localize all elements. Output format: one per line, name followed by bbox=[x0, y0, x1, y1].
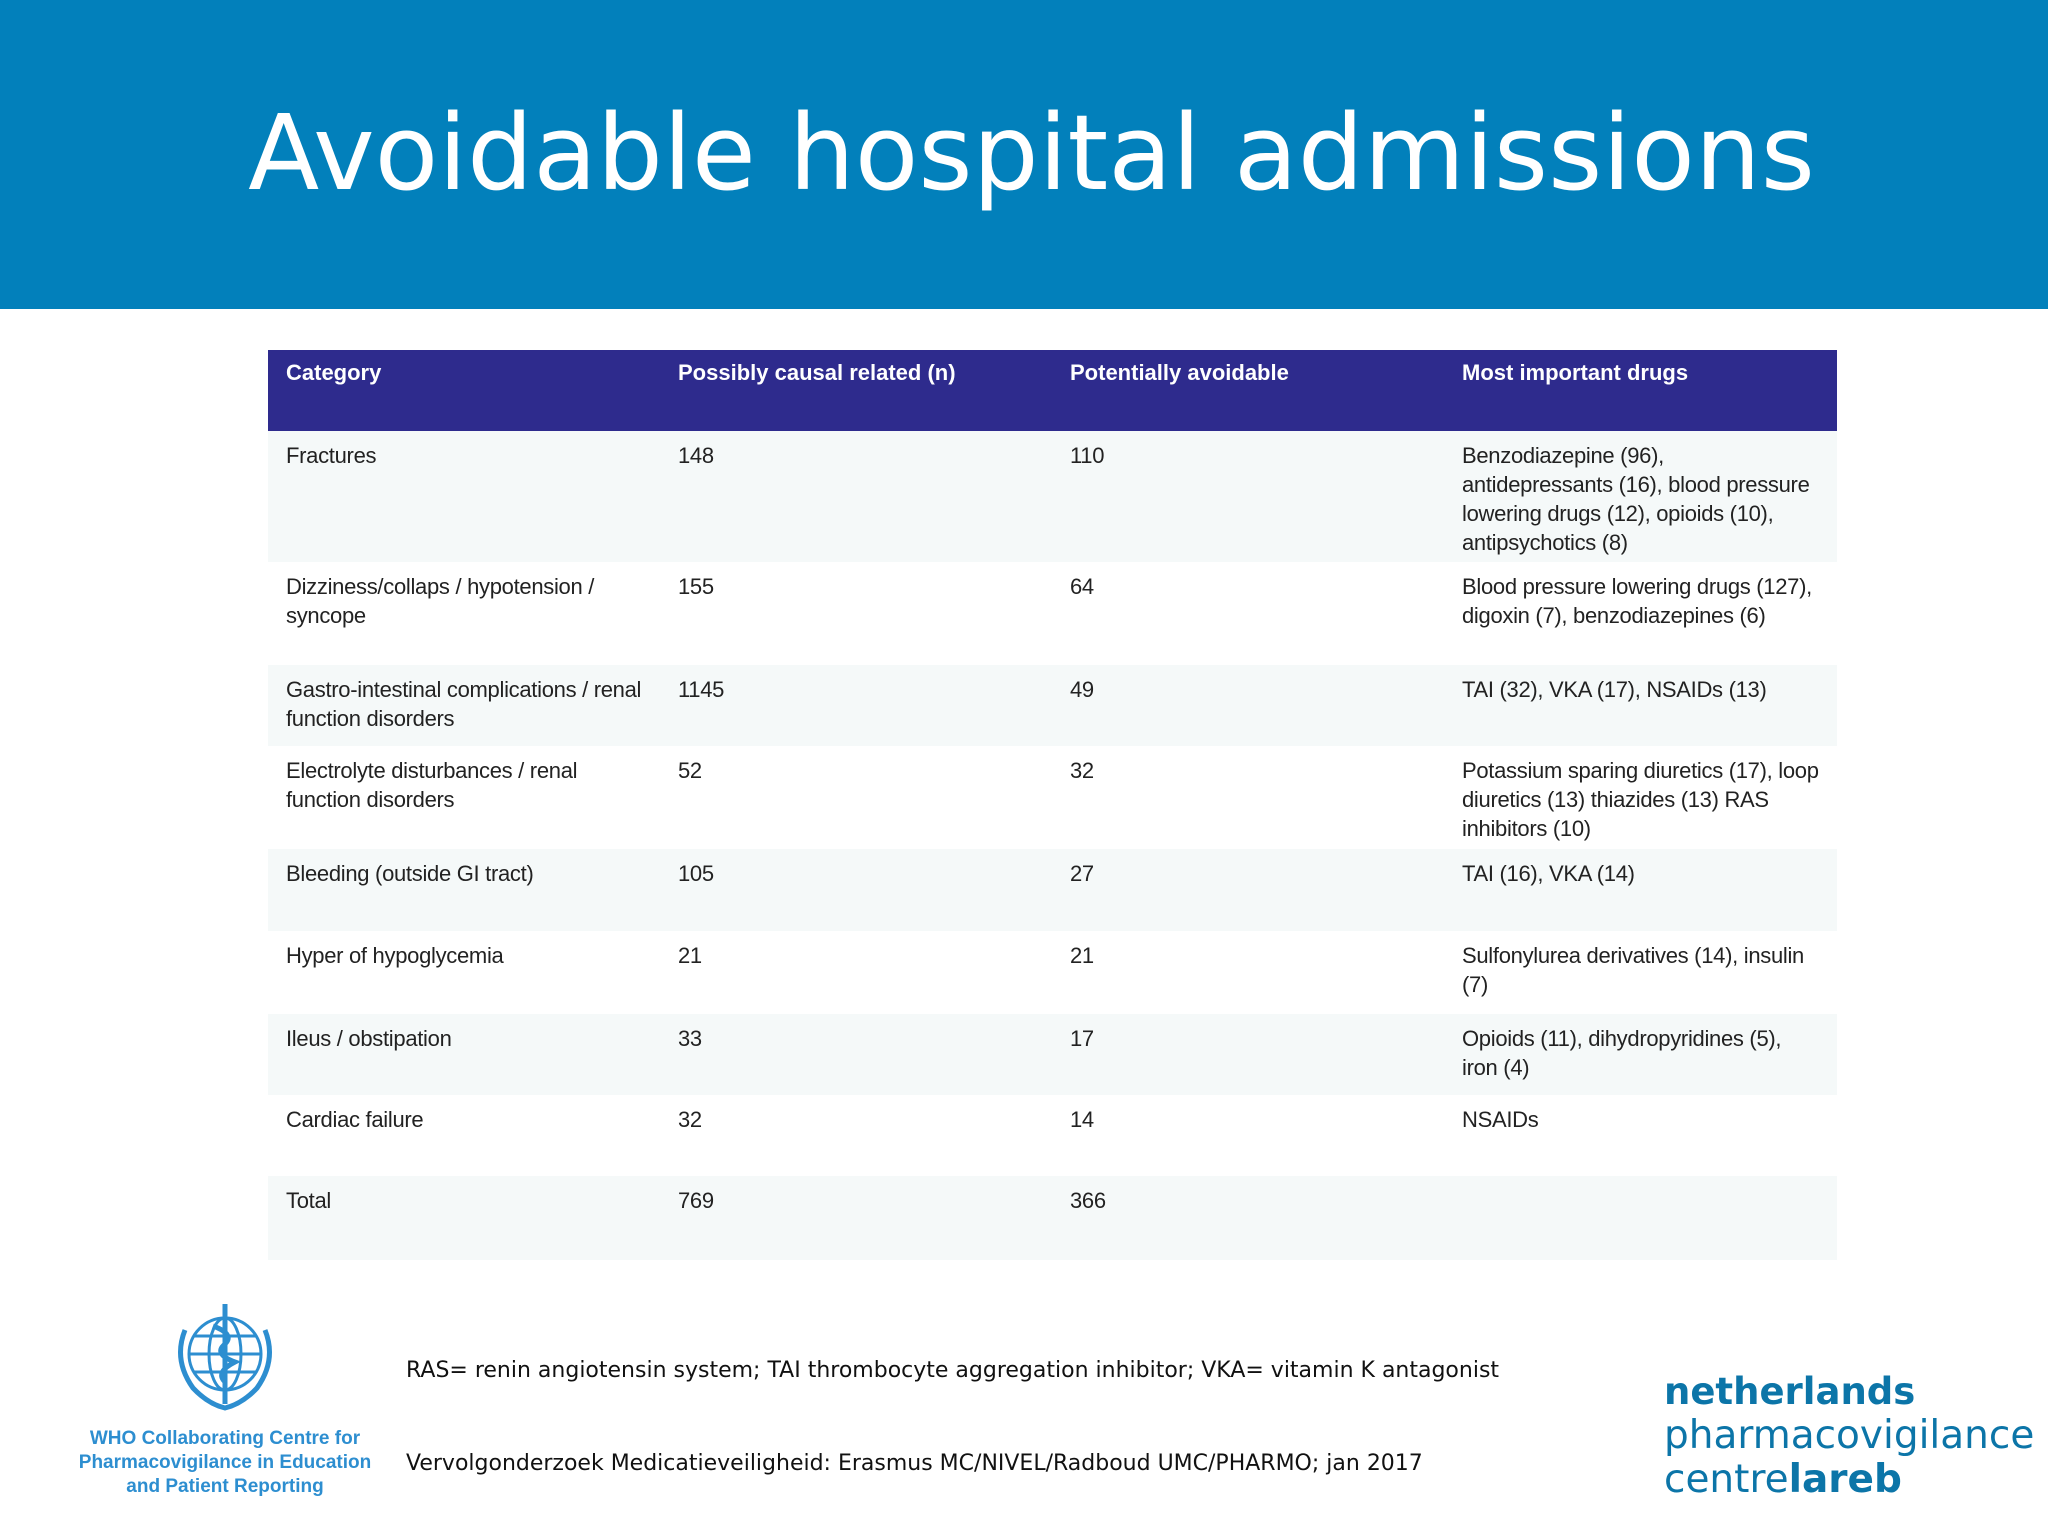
cell-category: Bleeding (outside GI tract) bbox=[268, 849, 660, 931]
table-row-total bbox=[268, 1176, 1837, 1260]
who-caption-line1: WHO Collaborating Centre for bbox=[89, 1428, 361, 1449]
table-row bbox=[268, 931, 1837, 1014]
who-caption-line2: Pharmacovigilance in Education bbox=[78, 1452, 372, 1473]
lareb-line2: pharmacovigilance bbox=[1664, 1413, 2035, 1458]
table-row bbox=[268, 562, 1837, 665]
slide-title: Avoidable hospital admissions bbox=[248, 92, 1815, 214]
cell-drugs: NSAIDs bbox=[1444, 1095, 1837, 1176]
cell-potentially-avoidable: 64 bbox=[1052, 562, 1444, 665]
abbreviations-note: RAS= renin angiotensin system; TAI thrombocyte aggregation inhibitor; VKA= vitamin K antagonist bbox=[406, 1358, 1500, 1383]
table-row bbox=[268, 431, 1837, 562]
header-category: Category bbox=[268, 350, 660, 431]
cell-potentially-avoidable: 32 bbox=[1052, 746, 1444, 849]
cell-category: Gastro-intestinal complications / renal function disorders bbox=[268, 665, 660, 746]
cell-possibly-causal: 148 bbox=[660, 431, 1052, 562]
who-caption-line3: and Patient Reporting bbox=[126, 1476, 324, 1497]
lareb-line3-centre: centre bbox=[1664, 1457, 1789, 1502]
cell-category: Hyper of hypoglycemia bbox=[268, 931, 660, 1014]
table-row bbox=[268, 1095, 1837, 1176]
lareb-line3-lareb: lareb bbox=[1788, 1457, 1902, 1502]
cell-potentially-avoidable: 14 bbox=[1052, 1095, 1444, 1176]
cell-potentially-avoidable: 27 bbox=[1052, 849, 1444, 931]
cell-drugs: Benzodiazepine (96), antidepressants (16), blood pressure lowering drugs (12), opioids (10), antipsychotics (8) bbox=[1444, 431, 1837, 562]
cell-category: Total bbox=[268, 1176, 660, 1260]
table-row bbox=[268, 1014, 1837, 1095]
cell-drugs bbox=[1444, 1176, 1837, 1260]
who-emblem-icon bbox=[163, 1300, 287, 1412]
lareb-logo bbox=[1664, 1370, 2034, 1502]
table-row bbox=[268, 746, 1837, 849]
source-note: Vervolgonderzoek Medicatieveiligheid: Erasmus MC/NIVEL/Radboud UMC/PHARMO; jan 2017 bbox=[406, 1451, 1423, 1476]
cell-drugs: Sulfonylurea derivatives (14), insulin (7) bbox=[1444, 931, 1837, 1014]
cell-category: Electrolyte disturbances / renal function disorders bbox=[268, 746, 660, 849]
cell-possibly-causal: 105 bbox=[660, 849, 1052, 931]
cell-category: Ileus / obstipation bbox=[268, 1014, 660, 1095]
cell-potentially-avoidable: 110 bbox=[1052, 431, 1444, 562]
table-header-row bbox=[268, 350, 1837, 431]
cell-category: Cardiac failure bbox=[268, 1095, 660, 1176]
cell-drugs: Potassium sparing diuretics (17), loop diuretics (13) thiazides (13) RAS inhibitors (10) bbox=[1444, 746, 1837, 849]
table-row bbox=[268, 849, 1837, 931]
who-logo bbox=[70, 1300, 380, 1499]
header-potentially-avoidable: Potentially avoidable bbox=[1052, 350, 1444, 431]
lareb-line1: netherlands bbox=[1664, 1370, 1916, 1413]
admissions-table bbox=[268, 350, 1837, 1260]
cell-possibly-causal: 52 bbox=[660, 746, 1052, 849]
cell-possibly-causal: 1145 bbox=[660, 665, 1052, 746]
cell-drugs: TAI (32), VKA (17), NSAIDs (13) bbox=[1444, 665, 1837, 746]
cell-potentially-avoidable: 21 bbox=[1052, 931, 1444, 1014]
cell-category: Fractures bbox=[268, 431, 660, 562]
header-possibly-causal: Possibly causal related (n) bbox=[660, 350, 1052, 431]
header-most-important-drugs: Most important drugs bbox=[1444, 350, 1837, 431]
cell-possibly-causal: 769 bbox=[660, 1176, 1052, 1260]
cell-possibly-causal: 21 bbox=[660, 931, 1052, 1014]
title-banner bbox=[0, 0, 2048, 309]
table-row bbox=[268, 665, 1837, 746]
cell-potentially-avoidable: 49 bbox=[1052, 665, 1444, 746]
cell-potentially-avoidable: 17 bbox=[1052, 1014, 1444, 1095]
cell-potentially-avoidable: 366 bbox=[1052, 1176, 1444, 1260]
lareb-line3 bbox=[1664, 1458, 2034, 1502]
cell-possibly-causal: 155 bbox=[660, 562, 1052, 665]
cell-category: Dizziness/collaps / hypotension / syncope bbox=[268, 562, 660, 665]
cell-possibly-causal: 33 bbox=[660, 1014, 1052, 1095]
cell-possibly-causal: 32 bbox=[660, 1095, 1052, 1176]
cell-drugs: TAI (16), VKA (14) bbox=[1444, 849, 1837, 931]
admissions-table-container bbox=[268, 350, 1837, 1260]
cell-drugs: Opioids (11), dihydropyridines (5), iron (4) bbox=[1444, 1014, 1837, 1095]
cell-drugs: Blood pressure lowering drugs (127), digoxin (7), benzodiazepines (6) bbox=[1444, 562, 1837, 665]
